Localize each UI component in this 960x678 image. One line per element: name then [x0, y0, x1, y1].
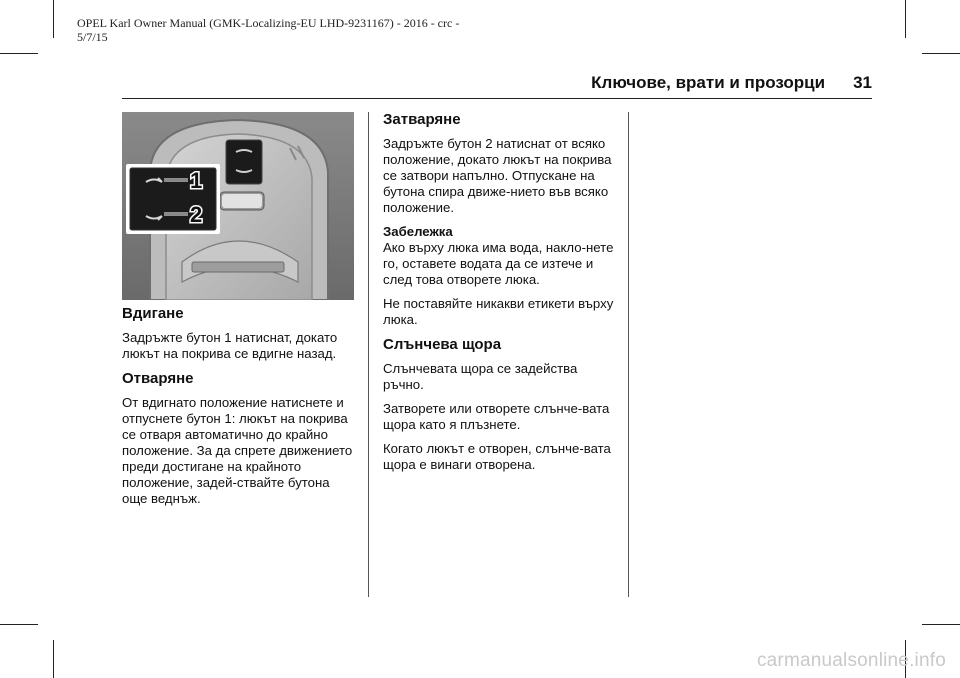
crop-mark [53, 0, 54, 38]
crop-mark [905, 0, 906, 38]
heading-sun-blind: Слънчева щора [383, 336, 502, 353]
watermark: carmanualsonline.info [756, 650, 946, 671]
heading-opening: Отваряне [122, 370, 194, 387]
callout-2: 2 [190, 202, 203, 227]
heading-lifting: Вдигане [122, 305, 184, 322]
paragraph: Слънчевата щора се задейства ръчно. [383, 361, 578, 392]
crop-mark [53, 640, 54, 678]
paragraph: Задръжте бутон 2 натиснат от всяко положение, докато люкът на покрива се затвори напълно. Отпускане на бутона спира движе-нието във всяко положение. [383, 136, 612, 215]
page-number: 31 [853, 73, 872, 92]
paragraph: Задръжте бутон 1 натиснат, докато люкът на покрива се вдигне назад. [122, 330, 338, 361]
note-text: Ако върху люка има вода, накло-нете го, оставете водата да се изтече и след това отворете люка. [383, 240, 614, 287]
column-divider [628, 112, 629, 597]
document-info: OPEL Karl Owner Manual (GMK-Localizing-EU LHD-9231167) - 2016 - crc - 5/7/15 [77, 16, 460, 44]
column-divider [368, 112, 369, 597]
crop-mark [0, 624, 38, 625]
header-rule [122, 98, 872, 99]
running-head [591, 73, 872, 93]
section-title: Ключове, врати и прозорци [591, 73, 826, 92]
heading-closing: Затваряне [383, 111, 461, 128]
callout-1: 1 [190, 168, 203, 193]
sunroof-switch-figure [122, 112, 354, 300]
column-middle [383, 111, 619, 481]
column-left [122, 305, 354, 515]
crop-mark [922, 624, 960, 625]
note-title: Забележка [383, 224, 453, 239]
crop-mark [922, 53, 960, 54]
crop-mark [0, 53, 38, 54]
paragraph: Затворете или отворете слънче-вата щора като я плъзнете. [383, 401, 610, 432]
paragraph: Когато люкът е отворен, слънче-вата щора е винаги отворена. [383, 441, 611, 472]
paragraph: От вдигнато положение натиснете и отпуснете бутон 1: люкът на покрива се отваря автоматично до крайно положение. За да спрете движението преди достигане на крайното положение, задей-ствайте бутона още веднъж. [122, 395, 353, 506]
sunroof-switch-illustration [122, 112, 354, 300]
paragraph: Не поставяйте никакви етикети върху люка. [383, 296, 614, 327]
